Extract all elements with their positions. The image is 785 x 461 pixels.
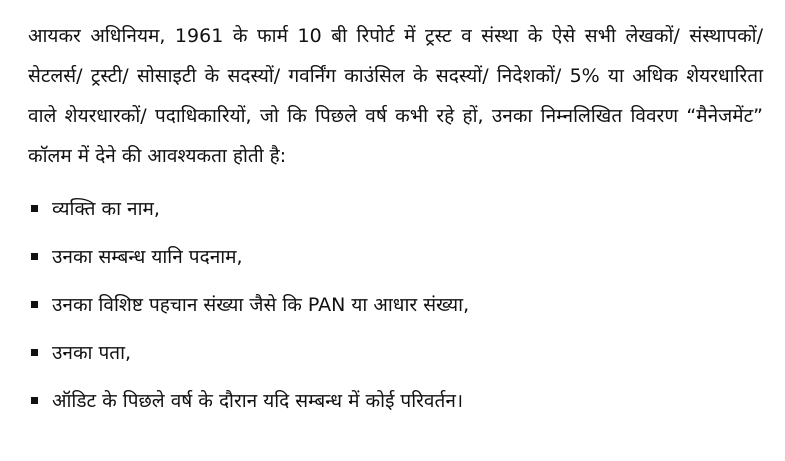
square-bullet-icon [31, 205, 38, 212]
list-item [28, 280, 763, 328]
list-item-text: उनका पता, [52, 342, 132, 364]
square-bullet-icon [31, 253, 38, 260]
square-bullet-icon [31, 397, 38, 404]
list-item [28, 328, 763, 376]
list-item [28, 376, 763, 424]
list-item-text: उनका विशिष्ट पहचान संख्या जैसे कि PAN या आधार संख्या, [52, 294, 470, 316]
list-item-text: व्यक्ति का नाम, [52, 198, 160, 220]
list-item [28, 184, 763, 232]
square-bullet-icon [31, 349, 38, 356]
intro-paragraph: आयकर अधिनियम, 1961 के फार्म 10 बी रिपोर्ट में ट्रस्ट व संस्था के ऐसे सभी लेखकों/ संस्थापकों/ सेटलर्स/ ट्रस्टी/ सोसाइटी के सदस्यों/ गवर्निंग काउंसिल के सदस्यों/ निदेशकों/ 5% या अधिक शेयरधारिता वाले शेयरधारकों/ पदाधिकारियों, जो कि पिछले वर्ष कभी रहे हों, उनका निम्नलिखित विवरण “मैनेजमेंट” कॉलम में देने की आवश्यकता होती है: [28, 25, 763, 167]
document-body [28, 16, 763, 424]
list-item-text: उनका सम्बन्ध यानि पदनाम, [52, 246, 243, 268]
square-bullet-icon [31, 301, 38, 308]
details-list [28, 184, 763, 424]
list-item-text: ऑडिट के पिछले वर्ष के दौरान यदि सम्बन्ध में कोई परिवर्तन। [52, 390, 464, 412]
list-item [28, 232, 763, 280]
